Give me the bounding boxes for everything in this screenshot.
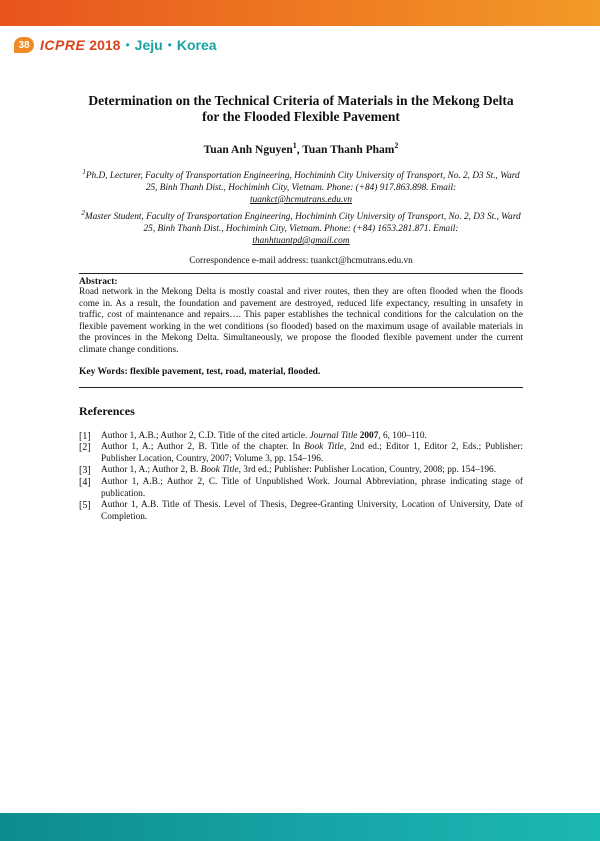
reference-number: [2] — [79, 442, 91, 454]
reference-italic: Journal Title — [309, 430, 358, 441]
reference-part: Author 1, A.B.; Author 2, C.D. Title of the cited article. — [101, 430, 310, 441]
affiliation-1 — [79, 166, 523, 206]
title-line-1: Determination on the Technical Criteria of Materials in the Mekong Delta — [88, 93, 514, 108]
author-list — [79, 141, 523, 156]
header-separator-2: • — [167, 38, 172, 52]
abstract-heading: Abstract: — [79, 277, 118, 288]
top-color-band — [0, 0, 600, 26]
reference-item — [79, 500, 523, 523]
reference-part: , 6, 100–110. — [378, 430, 427, 441]
abstract-top-rule — [79, 273, 523, 274]
affiliation-1-email[interactable]: tuankct@hcmutrans.edu.vn — [249, 194, 353, 205]
reference-bold: 2007 — [357, 430, 379, 441]
affiliation-2-text: Master Student, Faculty of Transportation Engineering, Hochiminh City University of Transport, No. 2, D3 St., Ward 25, Binh Thanh Dist., Hochiminh City, Vietnam. Phone: (+84) 1653.281.871. Email: — [84, 212, 521, 235]
reference-text — [101, 477, 523, 500]
conference-year: 2018 — [89, 37, 121, 53]
author-separator: , — [296, 143, 303, 156]
reference-part: Author 1, A.; Author 2, B. Title of the chapter. In — [101, 442, 305, 453]
header-separator: • — [125, 38, 130, 52]
reference-text — [101, 500, 523, 523]
reference-part: , 3rd ed.; Publisher: Publisher Location, Country, 2008; pp. 154–196. — [238, 465, 497, 476]
reference-part: Author 1, A.; Author 2, B. — [101, 465, 201, 476]
reference-number: [4] — [79, 476, 91, 488]
reference-text — [101, 442, 523, 465]
reference-number: [3] — [79, 465, 91, 477]
reference-number: [5] — [79, 500, 91, 512]
conference-header — [14, 36, 217, 54]
conference-city: Jeju — [134, 37, 163, 53]
affiliation-2 — [79, 207, 523, 247]
reference-item — [79, 465, 523, 477]
reference-part: , 2nd ed.; Editor 1, Editor 2, Eds.; Publisher: Publisher Location, Country, 2007; Volume 3, pp. 154–196. — [101, 442, 523, 464]
keywords: Key Words: flexible pavement, test, road, material, flooded. — [79, 366, 321, 377]
affiliation-2-sup: 2 — [81, 208, 85, 217]
correspondence-email: Correspondence e-mail address: tuankct@hcmutrans.edu.vn — [189, 256, 413, 267]
author-1: Tuan Anh Nguyen — [203, 143, 293, 156]
reference-list — [79, 431, 523, 524]
reference-item — [79, 431, 523, 443]
abstract-bottom-rule — [79, 387, 523, 388]
references-heading: References — [79, 403, 135, 418]
affiliation-1-sup: 1 — [82, 167, 86, 176]
author-1-sup: 1 — [292, 141, 297, 150]
reference-number: [1] — [79, 430, 91, 442]
paper-title — [79, 93, 523, 125]
reference-text — [101, 431, 523, 443]
conference-country: Korea — [176, 37, 217, 53]
reference-part: Author 1, A.B. Title of Thesis. Level of Thesis, Degree-Granting University, Location of University, Date of Completion. — [101, 500, 523, 522]
reference-item — [79, 477, 523, 500]
abstract-text: Road network in the Mekong Delta is mostly coastal and river routes, then they are often flooded when the floods come in. As a result, the foundation and pavement are destroyed, reduced life expectancy, resulting in unsafety in traffic, cost of maintenance and repairs…. This paper establishes the technical conditions for the calculation on the flexible pavement working in the wet conditions (so flooded) based on the maximum usage of available materials in the provinces in the Mekong Delta. Simultaneously, we propose the flooded flexible pavement under the current climate change conditions. — [79, 287, 523, 355]
author-2: Tuan Thanh Pham — [302, 143, 395, 156]
bottom-color-band — [0, 813, 600, 841]
reference-text — [101, 465, 523, 477]
affiliation-2-email[interactable]: thanhtuantpd@gmail.com — [252, 236, 350, 247]
reference-item — [79, 442, 523, 465]
author-2-sup: 2 — [394, 141, 399, 150]
paper-content — [79, 93, 523, 523]
affiliation-1-text: Ph.D, Lecturer, Faculty of Transportation Engineering, Hochiminh City University of Transport, No. 2, D3 St., Ward 25, Binh Thanh Dist., Hochiminh City, Vietnam. Phone: (+84) 917.863.898. Email: — [85, 170, 520, 193]
reference-part: Author 1, A.B.; Author 2, C. Title of Unpublished Work. Journal Abbreviation, phrase indicating stage of publication. — [101, 476, 523, 499]
page-number: 38 — [14, 37, 34, 53]
conference-logo: ICPRE — [40, 37, 86, 53]
reference-italic: Book Title — [304, 442, 344, 453]
title-line-2: for the Flooded Flexible Pavement — [202, 109, 400, 124]
reference-italic: Book Title — [200, 465, 239, 476]
